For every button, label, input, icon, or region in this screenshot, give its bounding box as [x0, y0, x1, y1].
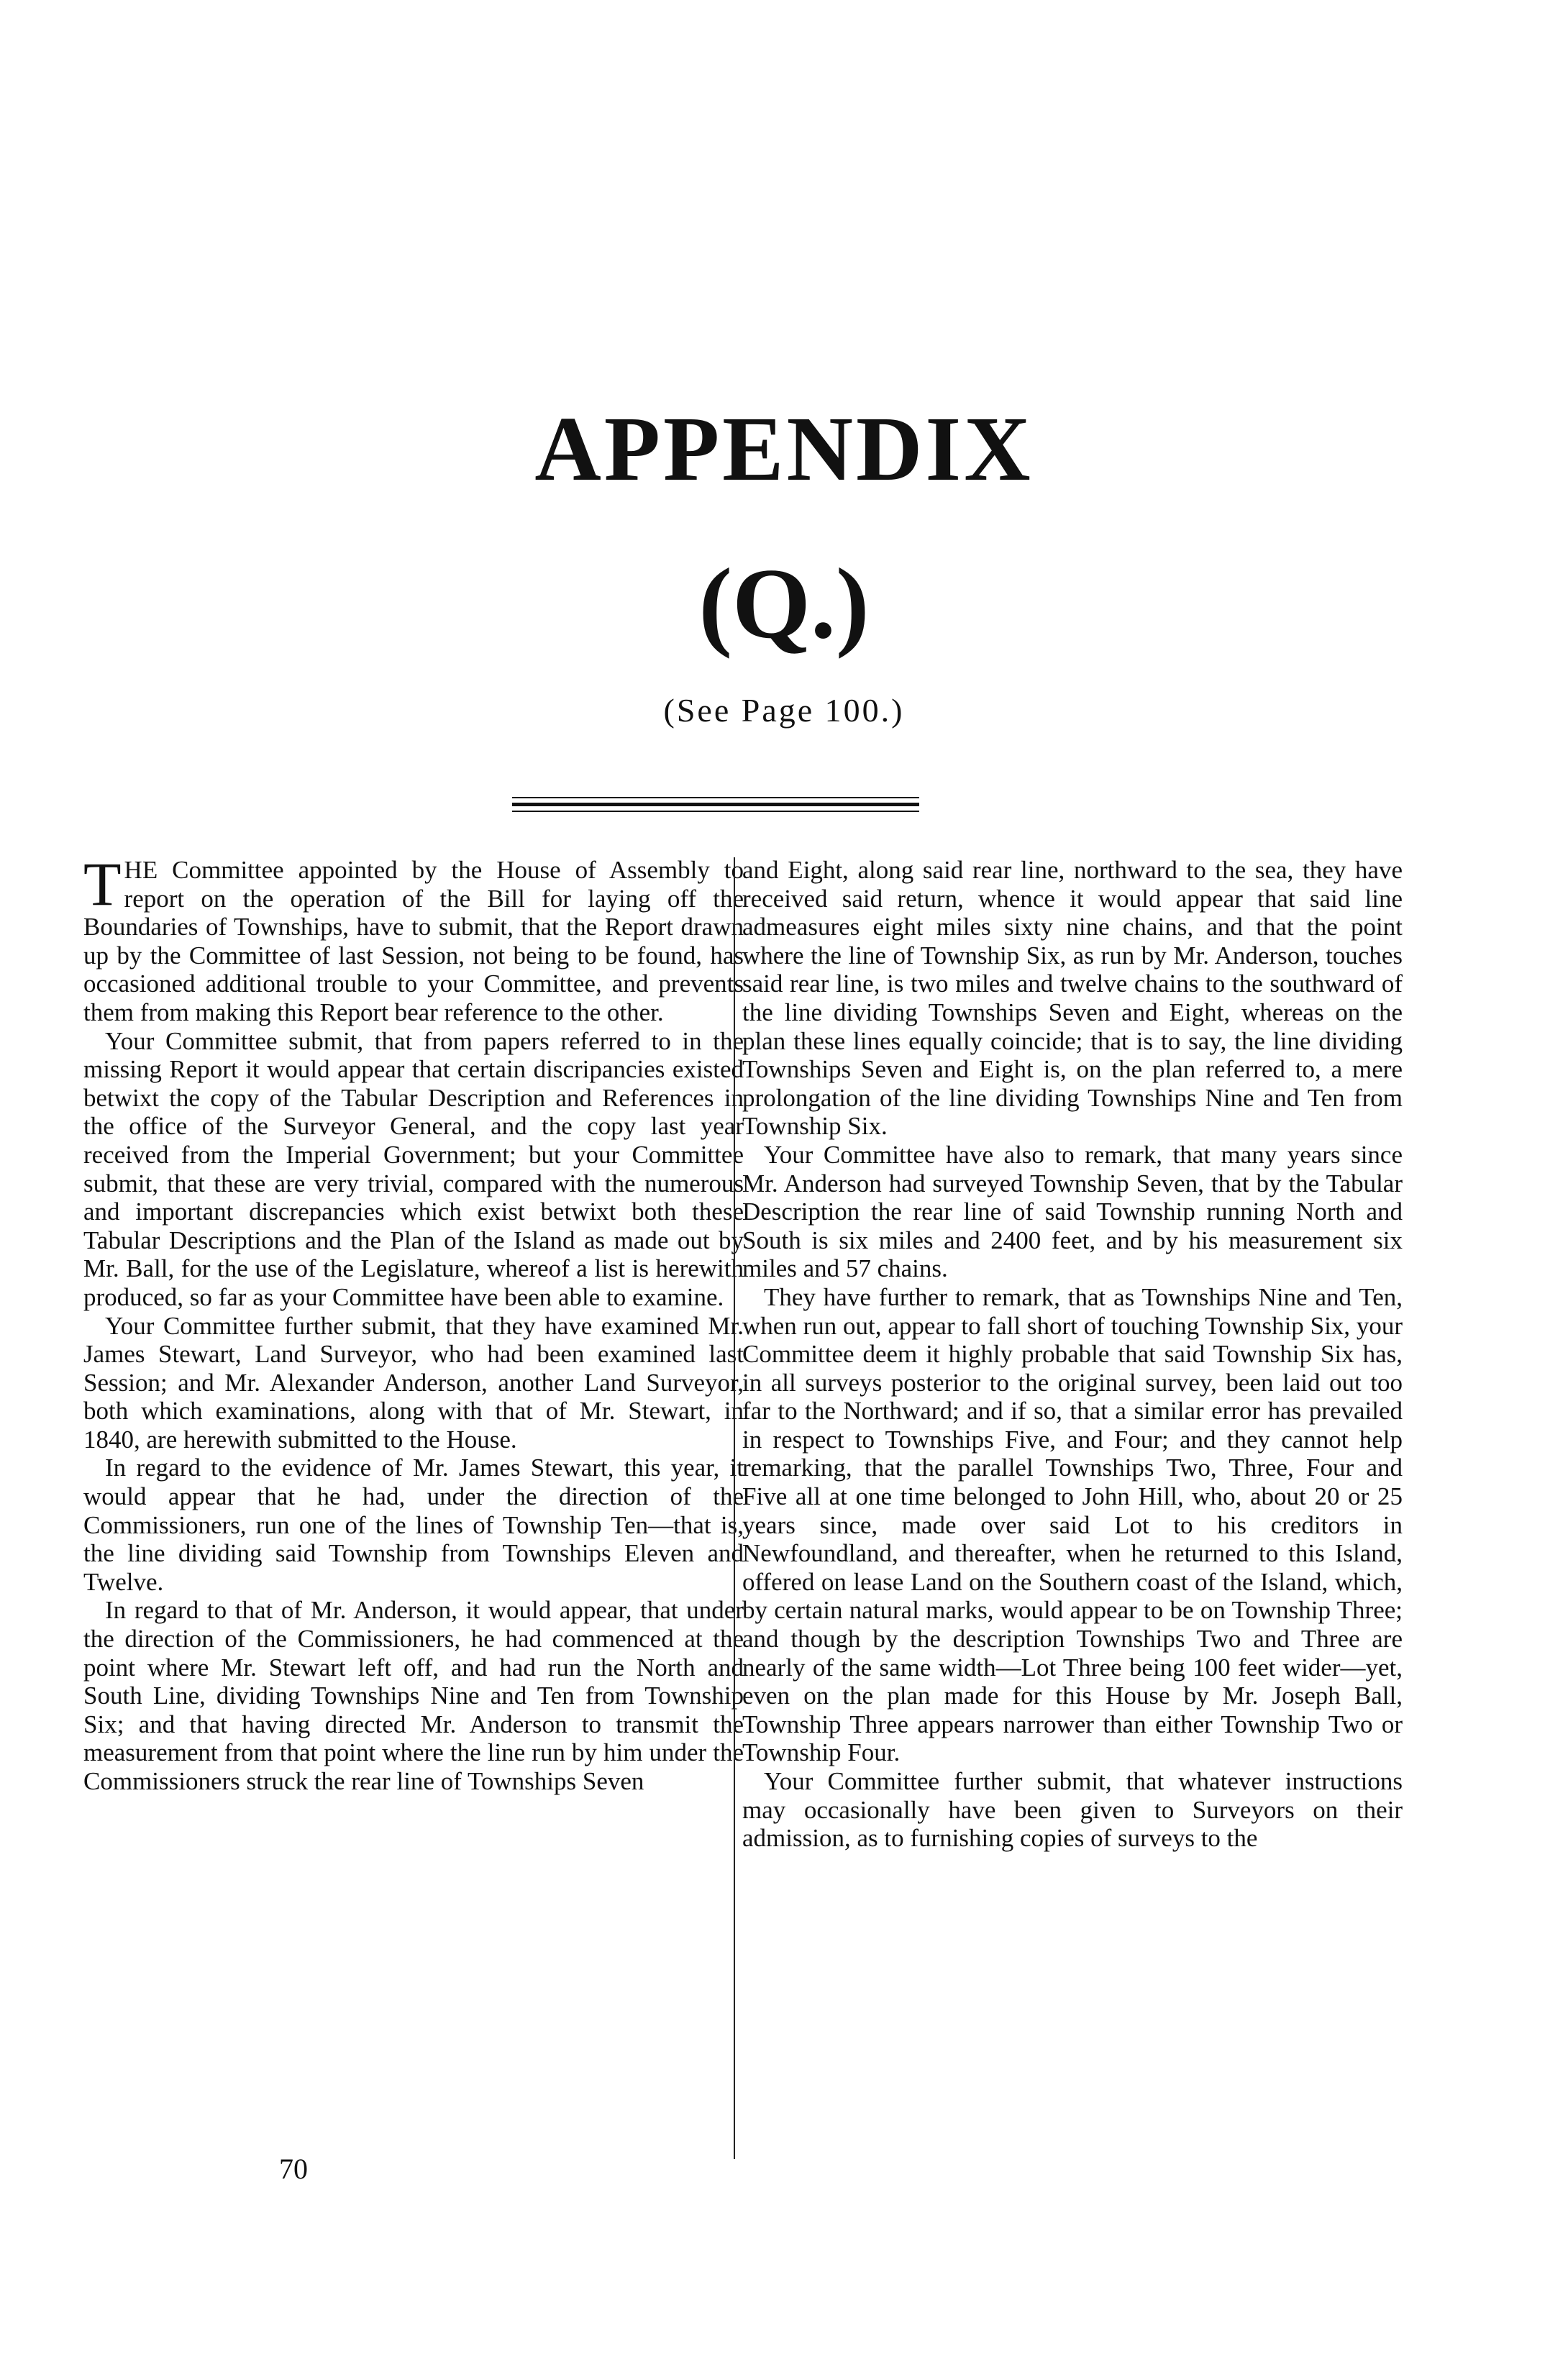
paragraph-1	[83, 849, 744, 1027]
appendix-letter: (Q.)	[698, 548, 870, 660]
see-page-reference: (See Page 100.)	[663, 692, 905, 729]
paragraph-2: Your Committee submit, that from papers referred to in the missing Report it would appear that certain discripancies existed betwixt the copy of the Tabular Description and References in the office of the Surveyor General, and the copy last year received from the Imperial Government; but your Committee submit, that these are very trivial, compared with the numerous and important discrepancies which exist betwixt both these Tabular Descriptions and the Plan of the Island as made out by Mr. Ball, for the use of the Legislature, whereof a list is herewith produced, so far as your Committee have been able to examine.	[83, 1026, 744, 1311]
appendix-title: APPENDIX	[534, 398, 1034, 500]
paragraph-8: Your Committee further submit, that whatever instructions may occasionally have been given to Surveyors on their admission, as to furnishing copies of surveys to the	[742, 1767, 1403, 1853]
paragraph-3: Your Committee further submit, that they have examined Mr. James Stewart, Land Surveyor, who had been examined last Session; and Mr. Alexander Anderson, another Land Surveyor, both which examinations, along with that of Mr. Stewart, in 1840, are herewith submitted to the House.	[83, 1311, 744, 1454]
paragraph-7: They have further to remark, that as Townships Nine and Ten, when run out, appear to fall short of touching Township Six, your Committee deem it highly probable that said Township Six has, in all surveys posterior to the original survey, been laid out too far to the Northward; and if so, that a similar error has prevailed in respect to Townships Five, and Four; and they cannot help remarking, that the parallel Townships Two, Three, Four and Five all at one time belonged to John Hill, who, about 20 or 25 years since, made over said Lot to his creditors in Newfoundland, and thereafter, when he returned to this Island, offered on lease Land on the Southern coast of the Island, which, by certain natural marks, would appear to be on Township Three; and though by the description Townships Two and Three are nearly of the same width—Lot Three being 100 feet wider—yet, even on the plan made for this House by Mr. Joseph Ball, Township Three appears narrower than either Township Two or Township Four.	[742, 1282, 1403, 1767]
drop-cap: T	[83, 849, 122, 918]
page-number: 70	[279, 2153, 308, 2185]
paragraph-6: Your Committee have also to remark, that many years since Mr. Anderson had surveyed Township Seven, that by the Tabular Description the rear line of said Township running North and South is six miles and 2400 feet, and by his measurement six miles and 57 chains.	[742, 1140, 1403, 1283]
left-column	[83, 849, 744, 1796]
paragraph-1-text: HE Committee appointed by the House of Assembly to report on the operation of the Bill for laying off the Boundaries of Townships, have to submit, that the Report drawn up by the Committee of last Session, not being to be found, has occasioned additional trouble to your Committee, and prevents them from making this Report bear reference to the other.	[83, 856, 744, 1026]
paragraph-5: In regard to that of Mr. Anderson, it would appear, that under the direction of the Commissioners, he had commenced at the point where Mr. Stewart left off, and had run the North and South Line, dividing Townships Nine and Ten from Township Six; and that having directed Mr. Anderson to transmit the measurement from that point where the line run by him under the Commissioners struck the rear line of Townships Seven	[83, 1596, 744, 1795]
double-rule-middle	[512, 803, 919, 806]
column-divider	[734, 857, 735, 2159]
double-rule-bottom	[512, 811, 919, 812]
paragraph-4: In regard to the evidence of Mr. James Stewart, this year, it would appear that he had, under the direction of the Commissioners, run one of the lines of Township Ten—that is, the line dividing said Township from Townships Eleven and Twelve.	[83, 1454, 744, 1596]
paragraph-5-continued: and Eight, along said rear line, northward to the sea, they have received said return, whence it would appear that said line admeasures eight miles sixty nine chains, and that the point where the line of Township Six, as run by Mr. Anderson, touches said rear line, is two miles and twelve chains to the southward of the line dividing Townships Seven and Eight, whereas on the plan these lines equally coincide; that is to say, the line dividing Townships Seven and Eight is, on the plan referred to, a mere prolongation of the line dividing Townships Nine and Ten from Township Six.	[742, 856, 1403, 1141]
double-rule-top	[512, 797, 919, 798]
right-column	[742, 856, 1403, 1853]
